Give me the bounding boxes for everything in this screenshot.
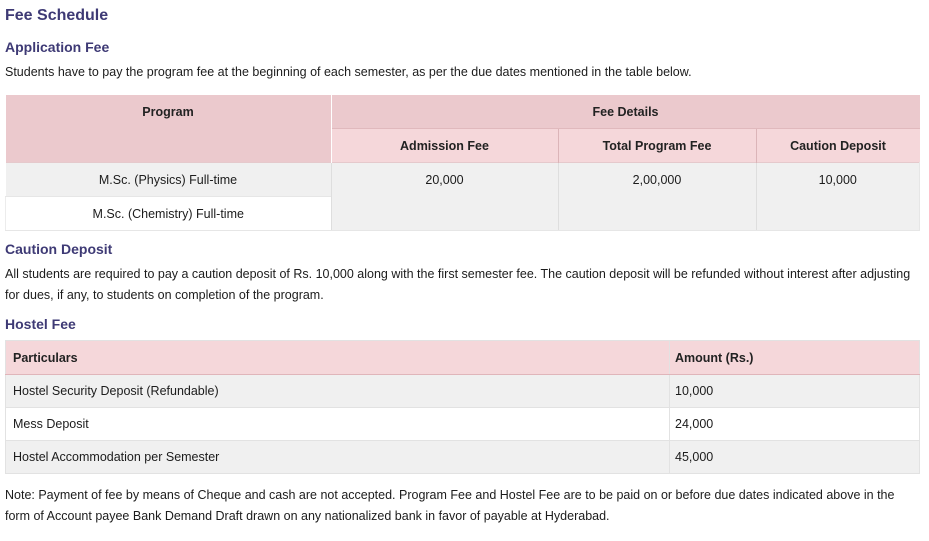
total-program-fee-header: Total Program Fee xyxy=(558,129,756,163)
caution-deposit-header: Caution Deposit xyxy=(756,129,920,163)
caution-deposit-value: 10,000 xyxy=(756,163,920,231)
amount-cell: 10,000 xyxy=(670,375,920,408)
admission-fee-header: Admission Fee xyxy=(331,129,558,163)
payment-note: Note: Payment of fee by means of Cheque and cash are not accepted. Program Fee and Hostel Fee are to be paid on or before due dates indicated above in the form of Account payee Bank Demand Draft drawn on any nationalized bank in favor of payable at Hyderabad. xyxy=(5,488,895,523)
program-name: M.Sc. (Chemistry) Full-time xyxy=(6,197,332,231)
hostel-fee-table xyxy=(5,340,920,474)
caution-deposit-text: All students are required to pay a caution deposit of Rs. 10,000 along with the first semester fee. The caution deposit will be refunded without interest after adjusting for dues, if any, to students on completion of the program. xyxy=(5,267,911,302)
application-fee-heading: Application Fee xyxy=(5,39,110,55)
table-row xyxy=(6,375,920,408)
program-name: M.Sc. (Physics) Full-time xyxy=(6,163,332,197)
table-row xyxy=(6,408,920,441)
particular-cell: Hostel Security Deposit (Refundable) xyxy=(6,375,670,408)
particulars-header: Particulars xyxy=(6,341,670,375)
application-fee-intro: Students have to pay the program fee at the beginning of each semester, as per the due dates mentioned in the table below. xyxy=(5,65,692,79)
program-column-header: Program xyxy=(6,95,332,163)
admission-fee-value: 20,000 xyxy=(331,163,558,231)
particular-cell: Hostel Accommodation per Semester xyxy=(6,441,670,474)
program-fee-table xyxy=(5,95,920,231)
table-row xyxy=(6,163,920,197)
hostel-fee-heading: Hostel Fee xyxy=(5,316,76,332)
fee-details-header: Fee Details xyxy=(331,95,920,129)
amount-cell: 24,000 xyxy=(670,408,920,441)
total-program-fee-value: 2,00,000 xyxy=(558,163,756,231)
amount-header: Amount (Rs.) xyxy=(670,341,920,375)
caution-deposit-heading: Caution Deposit xyxy=(5,241,113,257)
particular-cell: Mess Deposit xyxy=(6,408,670,441)
page-title: Fee Schedule xyxy=(5,7,109,24)
table-row xyxy=(6,441,920,474)
amount-cell: 45,000 xyxy=(670,441,920,474)
